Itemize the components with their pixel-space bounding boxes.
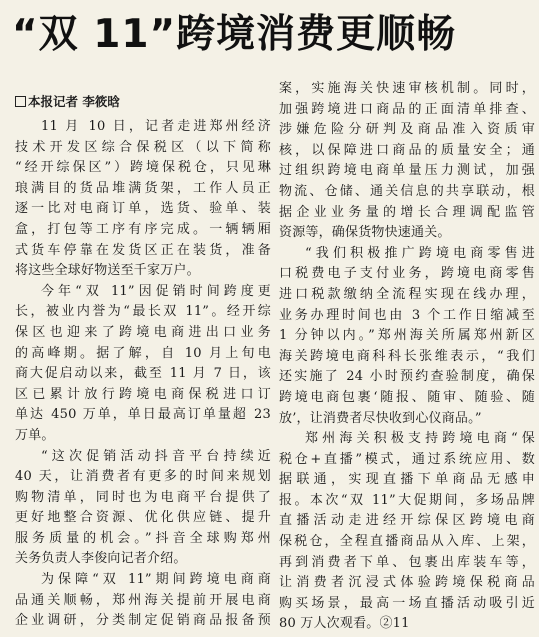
byline-reporter: 本报记者 李筱晗 xyxy=(28,94,120,109)
article-text-line: 将这些全球好物送至千家万户。 xyxy=(15,263,200,279)
article-text-line: 技术开发区综合保税区（以下简称 xyxy=(15,139,271,155)
article-headline: “双 11”跨境消费更顺畅 xyxy=(12,12,457,57)
article-text-line: 商大促启动以来，截至 11 月 7 日，该 xyxy=(15,366,271,382)
article-text-line: 物流、仓储、通关信息的共享联动，根 xyxy=(279,183,535,199)
article-text-line: “我们积极推广跨境电商零售进 xyxy=(305,245,535,261)
article-text-line: 万单。 xyxy=(15,427,55,443)
article-text-line: 1 分钟以内。”郑州海关所属郑州新区 xyxy=(279,328,535,344)
article-text-line: 的高峰期。据了解，自 10 月上旬电 xyxy=(15,345,271,361)
article-text-line: 涉嫌危险分研判及商品准入资质审 xyxy=(279,122,535,138)
article-text-line: 放’，让消费者尽快收到心仪商品。” xyxy=(279,410,482,426)
article-text-line: 进口税款缴纳全流程实现在线办理， xyxy=(279,286,535,302)
article-text-line: 据联通，实现直播下单商品无感申 xyxy=(279,472,535,488)
article-text-line: 加强跨境进口商品的正面清单排查、 xyxy=(279,101,535,117)
article-text-line: 式货车停靠在发货区正在装货，准备 xyxy=(15,242,271,258)
article-text-line: 直播活动走进经开综保区跨境电商 xyxy=(279,513,535,529)
article-text-line: 品通关顺畅，郑州海关提前开展电商 xyxy=(15,592,271,608)
article-text-line: 长，被业内誉为“最长双 11”。经开综 xyxy=(15,304,271,320)
article-text-line: 购买场景，最高一场直播活动吸引近 xyxy=(279,595,535,611)
article-text-line: 海关跨境电商科科长张维表示，“我们 xyxy=(279,348,535,364)
article-text-line: 单达 450 万单，单日最高订单量超 23 xyxy=(15,407,271,423)
article-text-line: 服务质量的机会。”抖音全球购郑州 xyxy=(15,530,271,546)
square-bullet-icon xyxy=(15,96,26,107)
article-text-line: 逐一比对电商订单，选货、验单、装 xyxy=(15,201,271,217)
article-text-line: 80 万人次观看。②11 xyxy=(279,616,410,632)
article-text-line: 企业调研，分类制定促销商品报备预 xyxy=(15,613,271,629)
article-text-line: 为保障“双 11”期间跨境电商商 xyxy=(41,572,271,588)
article-text-line: 据企业业务量的增长合理调配监管 xyxy=(279,204,535,220)
article-text-line: 过组织跨境电商单量压力测试，加强 xyxy=(279,163,535,179)
article-text-line: 还实施了 24 小时预约查验制度，确保 xyxy=(279,369,535,385)
article-text-line: 核，以保障进口商品的质量安全；通 xyxy=(279,142,535,158)
article-text-line: 11 月 10 日，记者走进郑州经济 xyxy=(41,119,271,134)
article-text-line: 让消费者沉浸式体验跨境保税商品 xyxy=(279,575,535,591)
article-text-line: 口税费电子支付业务，跨境电商零售 xyxy=(279,266,535,282)
article-column-left xyxy=(15,117,271,632)
article-text-line: 跨境电商包裹‘随报、随审、随验、随 xyxy=(279,389,535,405)
article-text-line: 区已累计放行跨境电商保税进口订 xyxy=(15,386,271,402)
article-text-line: 琅满目的货品堆满货架，工作人员正 xyxy=(15,180,271,196)
article-text-line: 保税仓，全程直播商品从入库、上架， xyxy=(279,534,535,550)
article-text-line: 再到消费者下单、包裹出库装车等， xyxy=(279,554,535,570)
article-text-line: “这次促销活动抖音平台持续近 xyxy=(41,448,271,464)
article-text-line: 郑州海关积极支持跨境电商“保 xyxy=(305,431,535,447)
article-column-right xyxy=(279,79,535,634)
article-text-line: “经开综保区”）跨境保税仓，只见琳 xyxy=(15,160,271,176)
article-text-line: 资源等，确保货物快速通关。 xyxy=(279,225,451,241)
article-text-line: 案，实施海关快速审核机制。同时， xyxy=(279,81,535,96)
article-text-line: 盒，打包等工序有序完成。一辆辆厢 xyxy=(15,221,271,237)
article-text-line: 关务负责人李俊向记者介绍。 xyxy=(15,551,187,567)
article-text-line: 今年“双 11”因促销时间跨度更 xyxy=(41,283,271,299)
article-text-line: 报。本次“双 11”大促期间，多场品牌 xyxy=(279,492,535,508)
article-byline xyxy=(15,94,265,110)
article-text-line: 40 天，让消费者有更多的时间来规划 xyxy=(15,469,271,485)
article-text-line: 税仓+直播”模式，通过系统应用、数 xyxy=(279,451,535,467)
article-text-line: 购物清单，同时也为电商平台提供了 xyxy=(15,489,271,505)
article-text-line: 业务办理时间也由 3 个工作日缩减至 xyxy=(279,307,535,323)
article-text-line: 保区也迎来了跨境电商进出口业务 xyxy=(15,324,271,340)
article-text-line: 更好地整合资源、优化供应链、提升 xyxy=(15,510,271,526)
